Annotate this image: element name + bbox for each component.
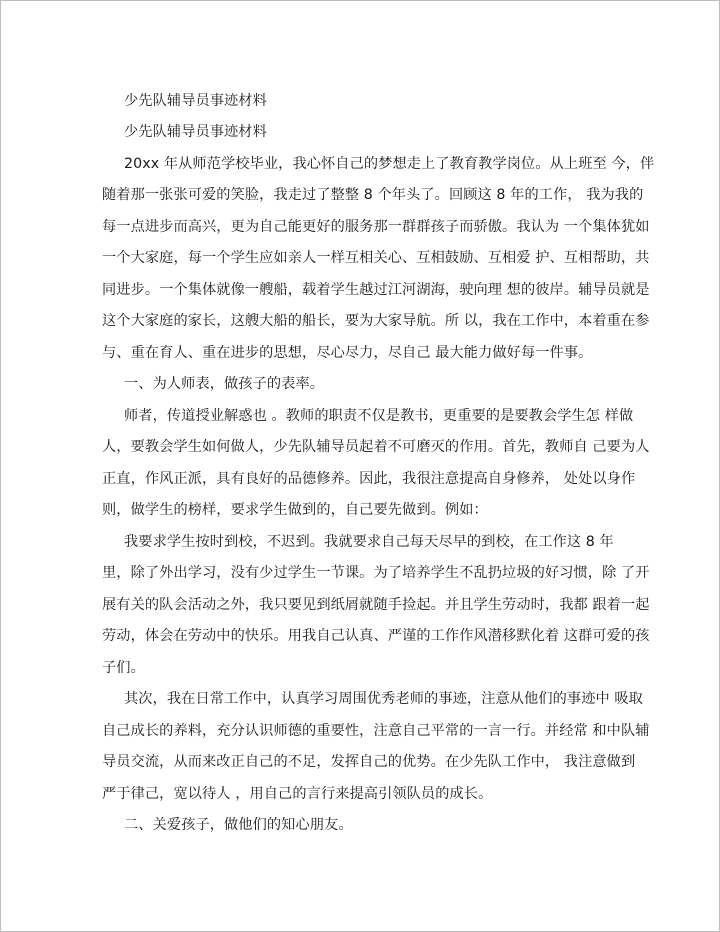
paragraph-line: 严于律己，宽以待人 ，用自己的言行来提高引领队员的成长。 — [102, 786, 493, 802]
paragraph-line: 每一点进步而高兴，更为自己能更好的服务那一群群孩子而骄傲。我认为 一个集体犹如 — [102, 219, 650, 235]
paragraph-line: 与、重在育人、重在进步的思想，尽心尽力，尽自己 最大能力做好每一件事。 — [102, 345, 593, 361]
paragraph-line: 里，除了外出学习，没有少过学生一节课。为了培养学生不乱扔垃圾的好习惯，除 了开 — [102, 565, 650, 581]
document-title: 少先队辅导员事迹材料 — [124, 93, 267, 109]
paragraph-line: 则，做学生的榜样，要求学生做到的，自己要先做到。例如： — [102, 502, 488, 518]
paragraph-line: 正直，作风正派，具有良好的品德修养。因此，我很注意提高自身修养， 处处以身作 — [102, 471, 636, 487]
paragraph-line: 展有关的队会活动之外，我只要见到纸屑就随手捡起。并且学生劳动时，我都 跟着一起 — [102, 597, 650, 613]
paragraph-line: 这个大家庭的家长，这艘大船的船长，要为大家导航。所 以，我在工作中，本着重在参 — [102, 313, 650, 329]
paragraph-line: 自己成长的养料，充分认识师德的重要性，注意自己平常的一言一行。并经常 和中队辅 — [102, 723, 650, 739]
paragraph-line: 20xx 年从师范学校毕业，我心怀自己的梦想走上了教育教学岗位。从上班至 今，伴 — [124, 156, 655, 172]
paragraph-line: 一个大家庭，每一个学生应如亲人一样互相关心、互相鼓励、互相爱 护、互相帮助，共 — [102, 250, 650, 266]
paragraph-line: 子们。 — [102, 660, 145, 676]
section-heading: 一、为人师表，做孩子的表率。 — [124, 376, 325, 392]
paragraph-line: 劳动，体会在劳动中的快乐。用我自己认真、严谨的工作作风潜移默化着 这群可爱的孩 — [102, 628, 650, 644]
paragraph-line: 同进步。一个集体就像一艘船，载着学生越过江河湖海，驶向理 想的彼岸。辅导员就是 — [102, 282, 650, 298]
paragraph-line: 导员交流，从而来改正自己的不足，发挥自己的优势。在少先队工作中， 我注意做到 — [102, 754, 636, 770]
document-subtitle: 少先队辅导员事迹材料 — [124, 124, 267, 140]
section-heading: 二、关爱孩子，做他们的知心朋友。 — [124, 817, 353, 833]
paragraph-line: 人，要教会学生如何做人，少先队辅导员起着不可磨灭的作用。首先，教师自 己要为人 — [102, 439, 650, 455]
paragraph-line: 我要求学生按时到校，不迟到。我就要求自己每天尽早的到校，在工作这 8 年 — [124, 534, 614, 550]
paragraph-line: 师者，传道授业解惑也 。教师的职责不仅是教书，更重要的是要教会学生怎 样做 — [124, 408, 634, 424]
paragraph-line: 其次，我在日常工作中，认真学习周围优秀老师的事迹，注意从他们的事迹中 吸取 — [124, 691, 643, 707]
paragraph-line: 随着那一张张可爱的笑脸，我走过了整整 8 个年头了。回顾这 8 年的工作， 我为我的 — [102, 187, 644, 203]
